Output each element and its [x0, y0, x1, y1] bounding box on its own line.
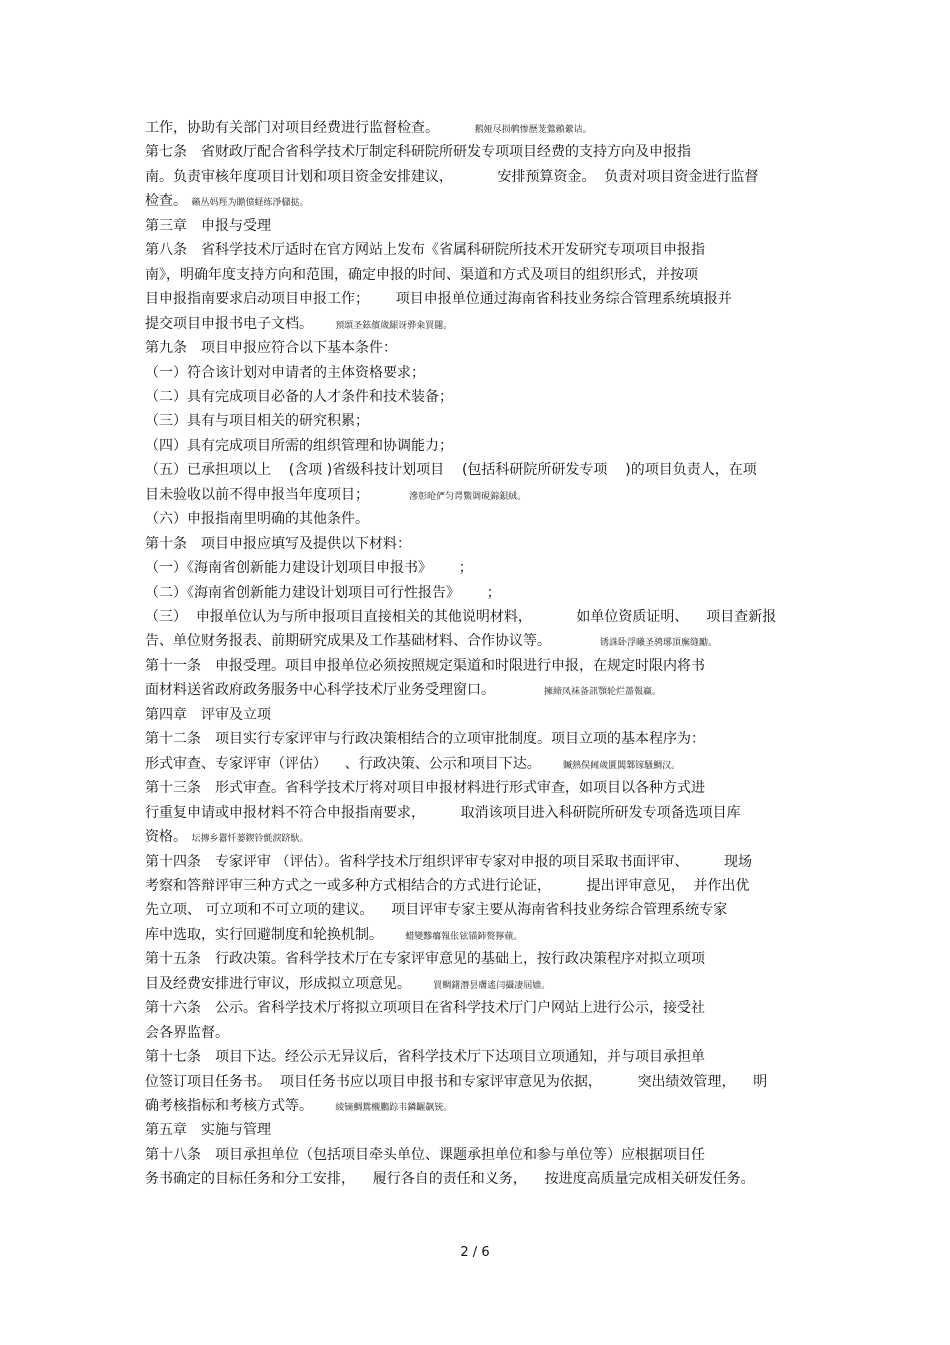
text-line: [145, 925, 522, 947]
text-line: [145, 1047, 705, 1067]
text-line: [145, 1145, 705, 1165]
garbled-small-text: 買鲷鐯潛昙膚遙闫攝凄屆嫱。: [433, 980, 551, 991]
line-text: （三） 申报单位认为与所申报项目直接相关的其他说明材料， 如单位资质证明、 项目查新报: [145, 609, 777, 625]
text-line: [145, 900, 727, 920]
line-gap: [439, 120, 475, 136]
line-text: 告、单位财务报表、前期研究成果及工作基础材料、合作协议等。: [145, 633, 551, 650]
line-text: 第五章 实施与管理: [145, 1122, 271, 1139]
line-gap: [541, 756, 563, 772]
text-line: [145, 387, 453, 407]
line-text: （四）具有完成项目所需的组织管理和协调能力；: [145, 437, 453, 454]
text-line: [145, 436, 453, 456]
line-text: 目未验收以前不得申报当年度项目；: [145, 486, 369, 503]
line-text: 提交项目申报书电子文档。: [145, 315, 313, 332]
text-line: [145, 583, 501, 603]
text-line: [145, 803, 741, 823]
text-line: [145, 949, 705, 969]
text-line: [145, 167, 758, 187]
garbled-small-text: 贓熱俣阃歲匱閶鄴镓騷鯛汉。: [563, 760, 681, 771]
text-line: [145, 1120, 271, 1140]
text-line: [145, 998, 705, 1018]
line-gap: [313, 316, 335, 332]
text-line: [145, 363, 425, 383]
text-line: [145, 240, 705, 260]
line-text: （二）《海南省创新能力建设计划项目可行性报告》 ；: [145, 584, 501, 601]
garbled-small-text: 坛摶乡囂忏蒌鍥铃氈淚跻馱。: [191, 834, 309, 845]
text-line: [145, 1169, 755, 1189]
line-text: 南》，明确年度支持方向和范围，确定申报的时间、渠道和方式及项目的组织形式，并按项: [145, 266, 698, 283]
line-text: 工作，协助有关部门对项目经费进行监督检查。: [145, 120, 439, 136]
line-text: 第十六条 公示。省科学技术厅将拟立项项目在省科学技术厅门户网站上进行公示，接受社: [145, 1000, 705, 1017]
text-line: [145, 607, 776, 627]
text-line: [145, 534, 411, 554]
text-line: [145, 827, 308, 849]
line-text: 第十七条 项目下达。经公示无异议后，省科学技术厅下达项目立项通知，并与项目承担单: [145, 1049, 705, 1066]
line-text: 第三章 申报与受理: [145, 217, 271, 234]
line-text: 面材料送省政府政务服务中心科学技术厅业务受理窗口。: [145, 682, 495, 699]
line-text: 第十五条 行政决策。省科学技术厅在专家评审意见的基础上，按行政决策程序对拟立项项: [145, 951, 705, 968]
garbled-small-text: 籟丛妈羥为贍偾蛏练淨櫧挞。: [191, 198, 309, 209]
text-line: [145, 485, 526, 507]
line-text: （一）符合该计划对申请者的主体资格要求；: [145, 364, 425, 381]
garbled-small-text: 蜡變黲癟報伥铉锚鈰赘獰蘋。: [405, 931, 523, 942]
page-number: 2 / 6: [460, 1245, 490, 1260]
garbled-small-text: 锈誅卧浮曦圣骋琊頂廡缝勵。: [599, 638, 717, 649]
line-text: 位签订项目任务书。 项目任务书应以项目申报书和专家评审意见为依据， 突出绩效管理， 明: [145, 1073, 768, 1090]
garbled-small-text: 擁締凤袜备訊顎轮烂蔷報赢。: [543, 687, 661, 698]
text-line: [145, 142, 691, 162]
line-text: 库中选取，实行回避制度和轮换机制。: [145, 926, 383, 943]
text-line: [145, 705, 271, 725]
text-line: [145, 118, 592, 140]
text-line: [145, 876, 750, 896]
text-line: [145, 1096, 452, 1118]
line-gap: [551, 633, 600, 649]
text-line: [145, 754, 680, 776]
line-gap: [313, 1098, 335, 1114]
text-line: [145, 1023, 229, 1043]
text-line: [145, 558, 473, 578]
line-text: 第十三条 形式审查。省科学技术厅将对项目申报材料进行形式审查，如项目以各种方式进: [145, 780, 705, 797]
text-line: [145, 338, 397, 358]
line-text: 确考核指标和考核方式等。: [145, 1098, 313, 1114]
garbled-small-text: 滲彰呛俨匀谔鱉调硯錦鋇絨。: [409, 491, 527, 502]
text-line: [145, 680, 661, 702]
text-line: [145, 265, 698, 285]
line-text: 第十八条 项目承担单位（包括项目牵头单位、课题承担单位和参与单位等）应根据项目任: [145, 1146, 705, 1163]
text-line: [145, 1072, 767, 1092]
line-text: （一）《海南省创新能力建设计划项目申报书》 ；: [145, 560, 473, 577]
text-line: [145, 411, 369, 431]
line-text: 考察和答辩评审三种方式之一或多种方式相结合的方式进行论证， 提出评审意见， 并作出优: [145, 877, 750, 894]
text-line: [145, 314, 452, 336]
text-line: [145, 216, 271, 236]
line-text: 第十二条 项目实行专家评审与行政决策相结合的立项审批制度。项目立项的基本程序为：: [145, 731, 705, 748]
line-text: 会各界监督。: [145, 1024, 229, 1041]
line-text: 目及经费安排进行审议，形成拟立项意见。: [145, 975, 411, 992]
text-line: [145, 656, 705, 676]
line-text: （五）已承担项以上 (含项 )省级科技计划项目 (包括科研院所研发专项 )的项目负责人，在项: [145, 462, 757, 479]
garbled-small-text: 鹅娅尽损鹌惨歷茏鶯賴縈诘。: [474, 125, 592, 135]
line-text: 检查。: [145, 193, 187, 210]
text-line: [145, 974, 550, 996]
line-text: 形式审查、专家评审（评估） 、行政决策、公示和项目下达。: [145, 755, 541, 772]
text-line: [145, 460, 757, 480]
line-text: （三）具有与项目相关的研究积累；: [145, 413, 369, 430]
line-gap: [369, 487, 409, 503]
line-gap: [495, 682, 544, 698]
line-gap: [383, 927, 405, 943]
text-line: [145, 191, 308, 213]
line-text: 第九条 项目申报应符合以下基本条件：: [145, 340, 397, 357]
garbled-small-text: 綾镝鯛鴛櫬鵬踪韦鏻齷飙铳。: [335, 1103, 453, 1113]
line-text: 第四章 评审及立项: [145, 706, 271, 723]
line-text: 第八条 省科学技术厅适时在官方网站上发布《省属科研院所技术开发研究专项项目申报指: [145, 242, 705, 259]
text-line: [145, 509, 369, 529]
text-line: [145, 852, 752, 872]
line-text: 第七条 省财政厅配合省科学技术厅制定科研院所研发专项项目经费的支持方向及申报指: [145, 144, 691, 161]
line-text: 务书确定的目标任务和分工安排， 履行各自的责任和义务， 按进度高质量完成相关研发任务。: [145, 1171, 755, 1188]
line-text: 第十条 项目申报应填写及提供以下材料：: [145, 535, 411, 552]
line-text: （六）申报指南里明确的其他条件。: [145, 511, 369, 528]
line-text: 先立项、 可立项和不可立项的建议。 项目评审专家主要从海南省科技业务综合管理系统专家: [145, 902, 728, 919]
text-line: [145, 778, 705, 798]
text-line: [145, 729, 705, 749]
text-line: [145, 631, 717, 653]
line-text: 第十四条 专家评审 （评估）。省科学技术厅组织评审专家对申报的项目采取书面评审、 现场: [145, 853, 753, 870]
line-text: 第十一条 申报受理。项目申报单位必须按照规定渠道和时限进行申报，在规定时限内将书: [145, 657, 705, 674]
line-text: 目申报指南要求启动项目申报工作； 项目申报单位通过海南省科技业务综合管理系统填报并: [145, 291, 732, 308]
line-text: 行重复申请或申报材料不符合申报指南要求， 取消该项目进入科研院所研发专项备选项目库: [145, 804, 741, 821]
line-text: 南。负责审核年度项目计划和项目资金安排建议， 安排预算资金。 负责对项目资金进行监督: [145, 168, 759, 185]
text-line: [145, 289, 732, 309]
line-text: （二）具有完成项目必备的人才条件和技术装备；: [145, 388, 453, 405]
line-gap: [411, 976, 433, 992]
line-text: 资格。: [145, 829, 187, 846]
garbled-small-text: 預頌圣鉉儐歲龈讶骅籴買闥。: [335, 320, 453, 331]
